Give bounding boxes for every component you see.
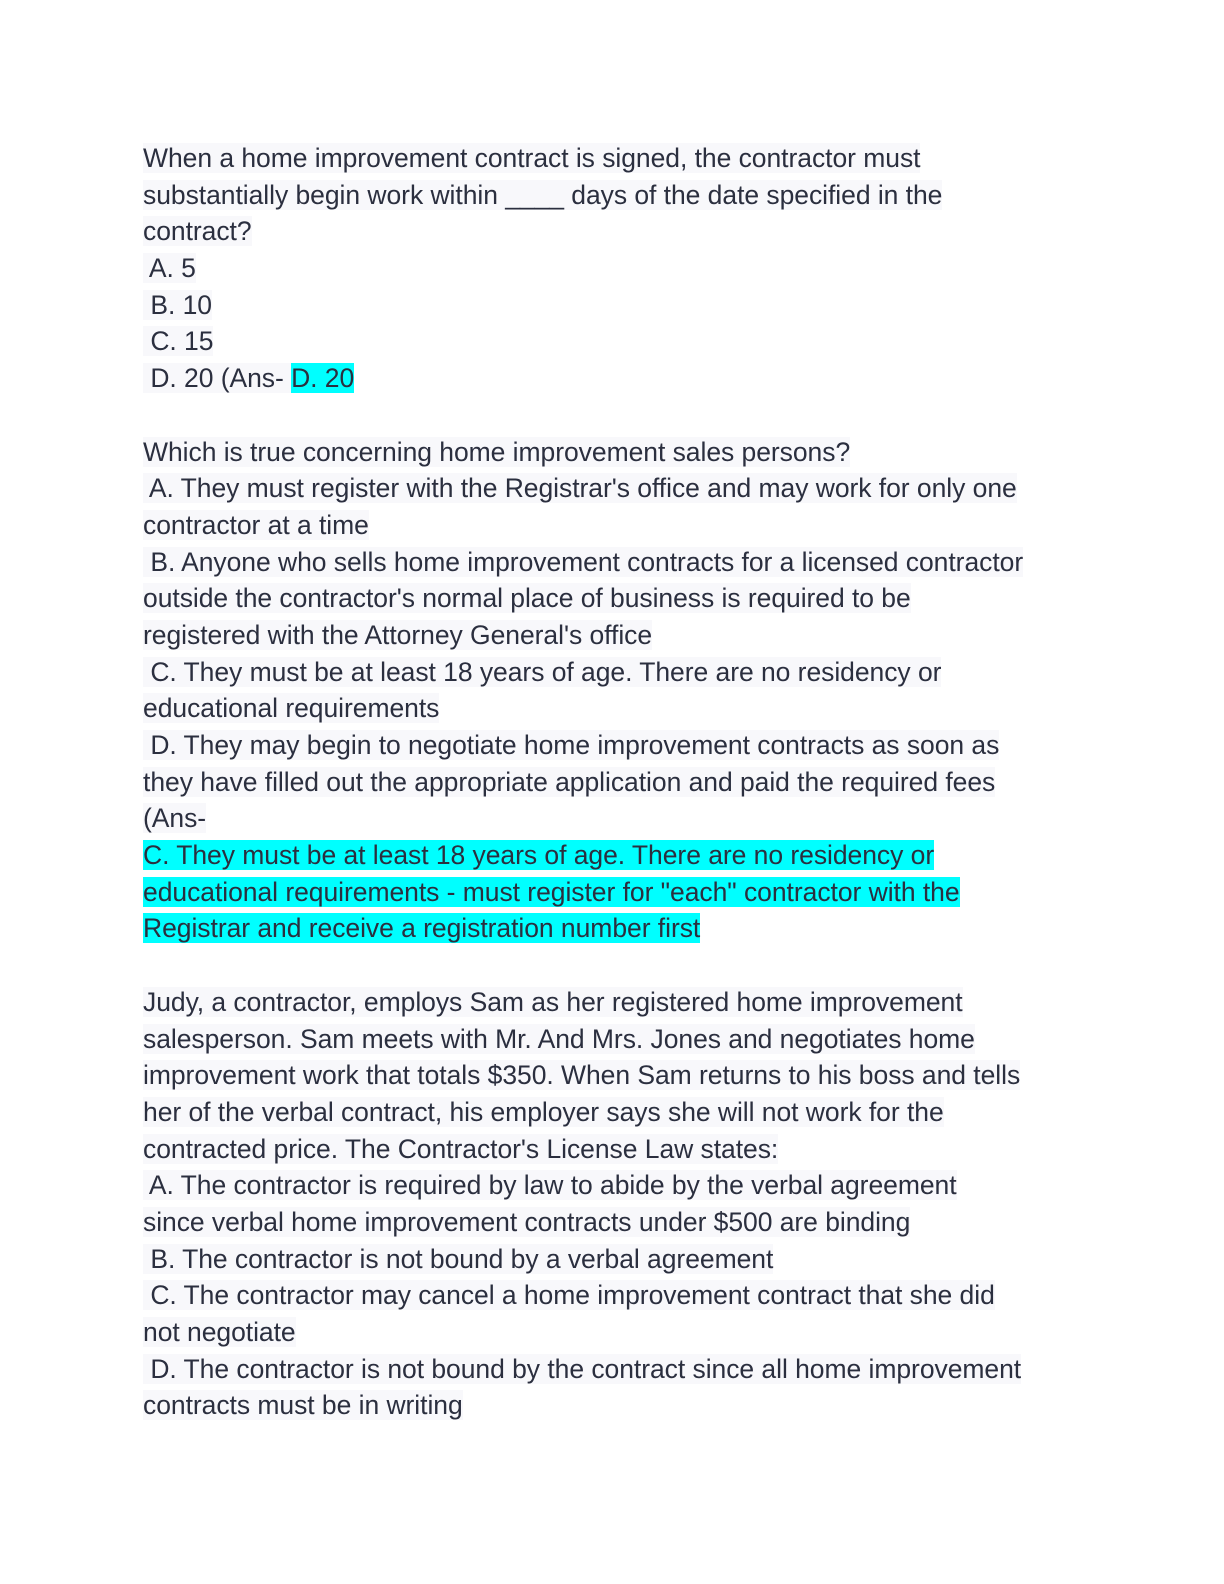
question-spacer [143,397,1103,434]
question-1-option-a: A. 5 [143,253,196,284]
question-2-option-d-line-2: they have filled out the appropriate application and paid the required fees [143,766,996,797]
question-2-answer-prefix: (Ans- [143,803,207,834]
question-3-option-c-line-1: C. The contractor may cancel a home improvement contract that she did [143,1280,995,1311]
question-3-stem-line-4: her of the verbal contract, his employer says she will not work for the [143,1096,944,1127]
question-2-option-b-line-1: B. Anyone who sells home improvement contracts for a licensed contractor [143,546,1024,577]
question-2-stem-line-1: Which is true concerning home improvement sales persons? [143,436,851,467]
question-3 [143,984,1103,1424]
question-2-answer-line-3 [143,910,1103,947]
question-1-option-b: B. 10 [143,289,212,320]
question-2-answer-line-2 [143,874,1103,911]
question-2-option-a-line-2: contractor at a time [143,509,369,540]
question-3-option-d-line-1: D. The contractor is not bound by the contract since all home improvement [143,1353,1022,1384]
question-2-answer-line-1 [143,837,1103,874]
question-3-option-c-line-2: not negotiate [143,1317,296,1347]
question-3-option-d-line-2: contracts must be in writing [143,1390,463,1421]
question-1 [143,140,1103,397]
question-2-option-d-line-1: D. They may begin to negotiate home improvement contracts as soon as [143,730,1000,760]
question-1-stem-line-2: substantially begin work within ____ days of the date specified in the [143,179,943,210]
document-page [143,140,1103,1424]
question-2-answer-highlight: Registrar and receive a registration number first [143,913,701,944]
question-2-option-c-line-2: educational requirements [143,693,440,724]
question-3-stem-line-3: improvement work that totals $350. When Sam returns to his boss and tells [143,1060,1021,1091]
question-2-answer-highlight: C. They must be at least 18 years of age. There are no residency or [143,840,935,871]
question-1-stem-line-1: When a home improvement contract is signed, the contractor must [143,143,921,173]
question-2-answer-highlight: educational requirements - must register for "each" contractor with the [143,876,960,907]
question-3-stem-line-5: contracted price. The Contractor's License Law states: [143,1133,779,1164]
question-3-stem-line-1: Judy, a contractor, employs Sam as her registered home improvement [143,986,963,1017]
question-2 [143,434,1103,948]
question-3-option-a-line-2: since verbal home improvement contracts under $500 are binding [143,1206,911,1237]
question-2-option-a-line-1: A. They must register with the Registrar's office and may work for only one [143,473,1017,504]
question-3-option-a-line-1: A. The contractor is required by law to abide by the verbal agreement [143,1170,957,1201]
question-1-stem-line-3: contract? [143,216,252,247]
question-1-option-d: D. 20 (Ans- D. 20 [143,363,355,394]
question-2-option-c-line-1: C. They must be at least 18 years of age. There are no residency or [143,656,942,687]
question-1-answer-highlight: D. 20 [291,363,355,394]
question-2-option-b-line-2: outside the contractor's normal place of business is required to be [143,583,911,614]
question-2-option-b-line-3: registered with the Attorney General's office [143,619,653,650]
question-spacer [143,947,1103,984]
question-1-option-c: C. 15 [143,326,214,357]
question-3-option-b: B. The contractor is not bound by a verbal agreement [143,1243,774,1274]
question-3-stem-line-2: salesperson. Sam meets with Mr. And Mrs. Jones and negotiates home [143,1023,975,1054]
